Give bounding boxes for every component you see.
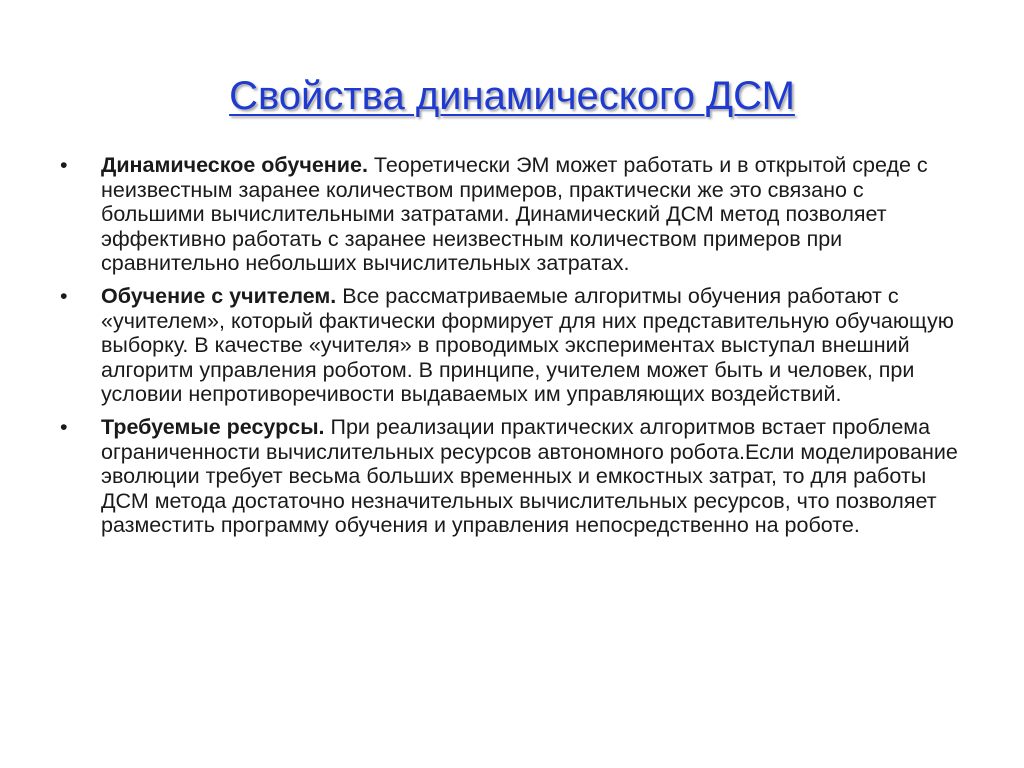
bullet-marker: • [60, 153, 68, 177]
bullet-text: Все рассматриваемые алгоритмы обучения работают с «учителем», который фактически формирует для них представительную обучающую выборку. В качестве «учителя» в проводимых экспериментах выступал внешний алгоритм управления роботом. В принципе, учителем может быть и человек, при условии непротиворечивости выдаваемых им управляющих воздействий. [101, 283, 954, 407]
bullet-heading: Обучение с учителем. [101, 283, 343, 308]
bullet-marker: • [60, 283, 68, 308]
bullet-heading: Динамическое обучение. [101, 153, 374, 177]
bullet-marker: • [60, 414, 68, 439]
bullet-item-dynamic-learning [60, 153, 970, 276]
bullet-item-supervised-learning [60, 284, 970, 407]
bullet-heading: Требуемые ресурсы. [101, 414, 331, 439]
bullet-text: При реализации практических алгоритмов встает проблема ограниченности вычислительных ресурсов автономного робота.Если моделирование эволюции требует весьма больших временных и емкостных затрат, то для работы ДСМ метода достаточно незначительных вычислительных ресурсов, что позволяет разместить программу обучения и управления непосредственно на роботе. [101, 414, 958, 538]
bullet-list [60, 153, 970, 546]
slide-title: Свойства динамического ДСМ [229, 74, 795, 118]
bullet-item-required-resources [60, 415, 970, 538]
bullet-text: Теоретически ЭМ может работать и в открытой среде с неизвестным заранее количеством примеров, практически же это связано с большими вычислительными затратами. Динамический ДСМ метод позволяет эффективно работать с заранее неизвестным количеством примеров при сравнительно небольших вычислительных затратах. [101, 153, 928, 276]
